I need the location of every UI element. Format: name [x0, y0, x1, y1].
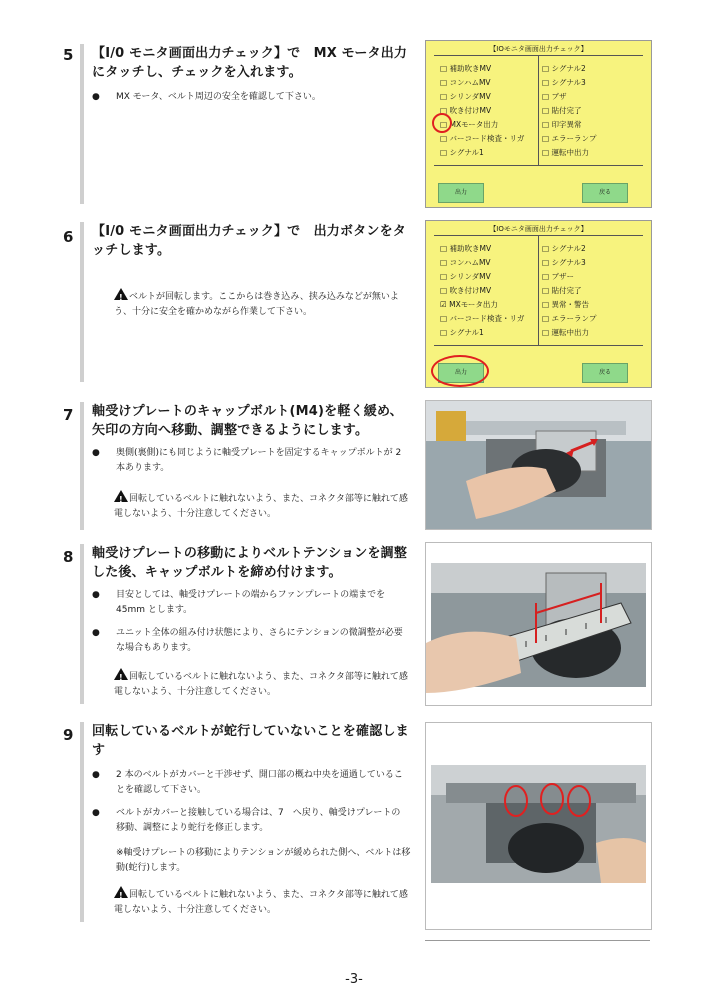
highlight-circle	[431, 355, 489, 387]
highlight-circle	[432, 113, 452, 133]
warning-note: !回転しているベルトに触れないよう、また、コネクタ部等に触れて感電しないよう、十分注意してください。	[114, 668, 410, 700]
step-title: 【I/0 モニタ画面出力チェック】で MX モータ出力 にタッチし、チェックを入れます。	[92, 46, 421, 80]
step-bar	[80, 722, 84, 922]
io-item[interactable]: □ エラーランプ	[542, 314, 597, 323]
photo-bearing-plate	[425, 400, 652, 530]
bullet-icon: ●	[92, 92, 100, 102]
bullet-icon: ●	[92, 628, 100, 638]
step-title: 回転しているベルトが蛇行していないことを確認します	[92, 724, 409, 758]
io-item[interactable]: □ 吹き付けMV	[440, 106, 492, 115]
photo-ruler-measurement	[425, 542, 652, 706]
io-item[interactable]: □ 異常・警告	[542, 300, 589, 309]
warning-icon	[114, 288, 128, 300]
io-item[interactable]: □ 運転中出力	[542, 148, 589, 157]
step-bar	[80, 222, 84, 382]
io-item[interactable]: □ 貼付完了	[542, 286, 582, 295]
io-item[interactable]: □ シグナル3	[542, 78, 586, 87]
sub-note: ※軸受けプレートの移動によりテンションが緩められた側へ、ベルトは移動(蛇行)します。	[116, 848, 411, 873]
bullet-icon: ●	[92, 808, 100, 818]
warning-note: !回転しているベルトに触れないよう、また、コネクタ部等に触れて感電しないよう、十分注意してください。	[114, 490, 410, 522]
io-item[interactable]: □ シグナル3	[542, 258, 586, 267]
bullet-icon: ●	[92, 448, 100, 458]
back-button[interactable]: 戻る	[582, 363, 628, 383]
io-item[interactable]: □ シグナル1	[440, 328, 484, 337]
photo-belt-check	[425, 722, 652, 930]
io-item[interactable]: □ シグナル2	[542, 64, 586, 73]
step-number: 8	[63, 548, 74, 566]
output-button[interactable]: 出力	[438, 363, 484, 383]
back-button[interactable]: 戻る	[582, 183, 628, 203]
io-item[interactable]: □ 印字異常	[542, 120, 582, 129]
io-item[interactable]: □ シリンダMV	[440, 272, 491, 281]
io-item[interactable]: □ MXモータ出力	[440, 120, 499, 129]
bullet-icon: ●	[92, 770, 100, 780]
io-item[interactable]: □ シグナル2	[542, 244, 586, 253]
step-title: 軸受けプレートのキャップボルト(M4)を軽く緩め、矢印の方向へ移動、調整できるようにします。	[92, 404, 403, 438]
warning-note: !ベルトが回転します。ここからは巻き込み、挟み込みなどが無いよう、十分に安全を確かめながら作業して下さい。	[114, 288, 410, 320]
io-item[interactable]: □ コンハムMV	[440, 258, 491, 267]
io-item[interactable]: □ 貼付完了	[542, 106, 582, 115]
warning-icon	[114, 668, 128, 680]
io-item[interactable]: □ ブザ	[542, 92, 567, 101]
step-bar	[80, 44, 84, 204]
warning-note: !回転しているベルトに触れないよう、また、コネクタ部等に触れて感電しないよう、十分注意してください。	[114, 886, 410, 918]
step-number: 6	[63, 228, 74, 246]
io-item[interactable]: □ コンハムMV	[440, 78, 491, 87]
io-item[interactable]: □ ブザー	[542, 272, 574, 281]
output-button[interactable]: 出力	[438, 183, 484, 203]
io-item[interactable]: □ エラーランプ	[542, 134, 597, 143]
step-number: 9	[63, 726, 74, 744]
step-bar	[80, 544, 84, 704]
io-item[interactable]: □ バーコード検査・リガ	[440, 134, 525, 143]
step-title: 【I/0 モニタ画面出力チェック】で 出力ボタンをタッチします。	[92, 224, 406, 258]
page-number: -3-	[345, 972, 363, 987]
io-monitor-screen-5	[425, 40, 652, 208]
io-item[interactable]: □ 吹き付けMV	[440, 286, 492, 295]
photo-illustration	[426, 401, 651, 529]
io-item[interactable]: □ 補助吹きMV	[440, 64, 492, 73]
step-title: 軸受けプレートの移動によりベルトテンションを調整した後、キャップボルトを締め付けます。	[92, 546, 408, 580]
warning-icon	[114, 886, 128, 898]
photo-illustration	[426, 543, 651, 705]
io-item[interactable]: □ シリンダMV	[440, 92, 491, 101]
photo-illustration	[426, 723, 651, 929]
io-item[interactable]: □ 補助吹きMV	[440, 244, 492, 253]
bullet-icon: ●	[92, 590, 100, 600]
io-monitor-screen-6	[425, 220, 652, 388]
footer-divider	[425, 940, 650, 941]
step-number: 7	[63, 406, 74, 424]
io-item[interactable]: □ バーコード検査・リガ	[440, 314, 525, 323]
warning-icon	[114, 490, 128, 502]
panel-title: 【IOモニタ画面出力チェック】	[489, 225, 588, 233]
io-item[interactable]: □ シグナル1	[440, 148, 484, 157]
io-item[interactable]: □ 運転中出力	[542, 328, 589, 337]
step-number: 5	[63, 46, 74, 64]
step-bar	[80, 402, 84, 530]
io-item[interactable]: ☑ MXモータ出力	[440, 300, 498, 309]
panel-title: 【IOモニタ画面出力チェック】	[489, 45, 588, 53]
